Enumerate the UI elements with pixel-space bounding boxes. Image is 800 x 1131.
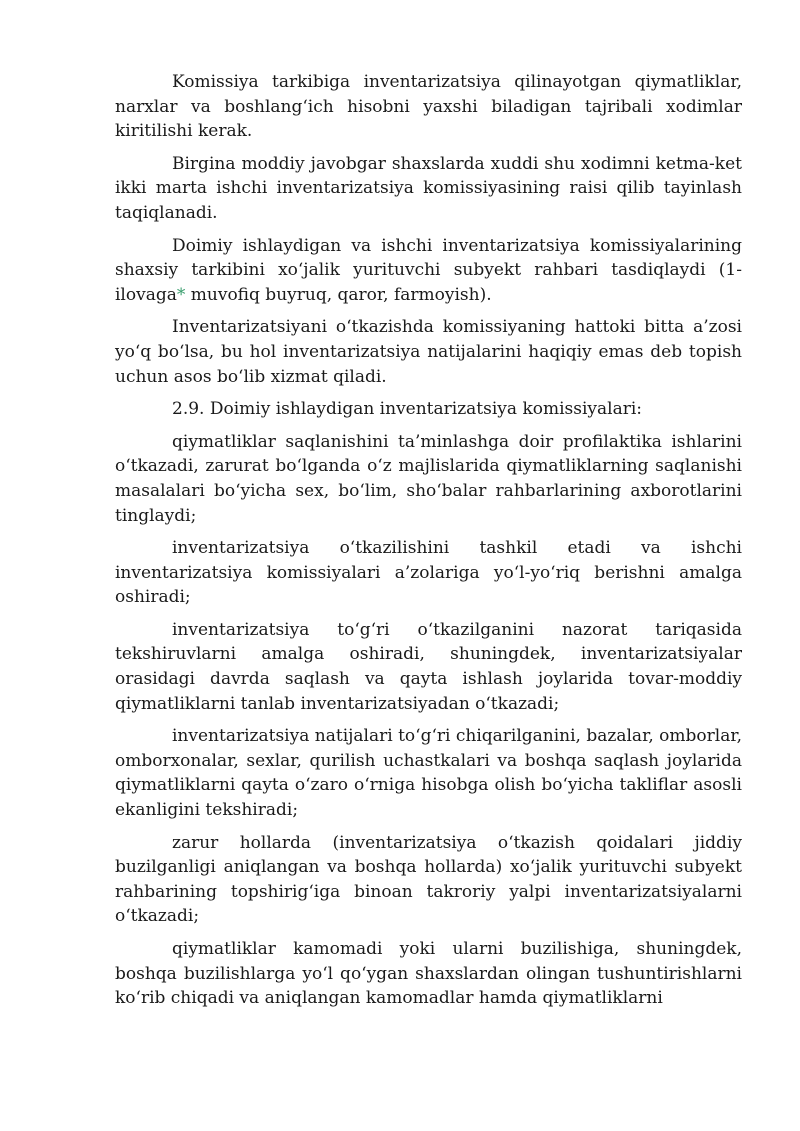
- paragraph-staff-approval: [115, 234, 742, 308]
- paragraph-chairman-restriction: Birgina moddiy javobgar shaxslarda xuddi shu xodimni ketma-ket ikki marta ishchi inventarizatsiya komissiyasining raisi qilib tayinlash taqiqlanadi.: [115, 153, 742, 223]
- list-item-verify-results: inventarizatsiya natijalari to‘g‘ri chiqarilganini, bazalar, omborlar, omborxonalar, sexlar, qurilish uchastkalari va boshqa saqlash joylarida qiymatliklarni qayta o‘zaro o‘rniga hisobga olish bo‘yicha takliflar asosli ekanligini tekshiradi;: [115, 726, 742, 821]
- paragraph-staff-approval-text-after: muvofiq buyruq, qaror, farmoyish).: [185, 284, 492, 305]
- list-item-organize-inventory: inventarizatsiya o‘tkazilishini tashkil etadi va ishchi inventarizatsiya komissiyalari a’zolariga yo‘l-yo‘riq berishni amalga oshiradi;: [115, 538, 742, 608]
- paragraph-commission-composition: Komissiya tarkibiga inventarizatsiya qilinayotgan qiymatliklar, narxlar va boshlang‘ich hisobni yaxshi biladigan tajribali xodimlar kiritilishi kerak.: [115, 72, 742, 142]
- section-heading-2-9: 2.9. Doimiy ishlaydigan inventarizatsiya komissiyalari:: [172, 399, 643, 420]
- list-item-control-checks: inventarizatsiya to‘g‘ri o‘tkazilganini nazorat tariqasida tekshiruvlarni amalga oshiradi, shuningdek, inventarizatsiyalar orasidagi davrda saqlash va qayta ishlash joylarida tovar-moddiy qiymatliklarni tanlab inventarizatsiyadan o‘tkazadi;: [115, 619, 742, 714]
- paragraph-absent-member: Inventarizatsiyani o‘tkazishda komissiyaning hattoki bitta a’zosi yo‘q bo‘lsa, bu hol inventarizatsiya natijalarini haqiqiy emas deb topish uchun asos bo‘lib xizmat qiladi.: [115, 317, 742, 387]
- document-page: [115, 70, 742, 1019]
- list-item-repeat-inventory: zarur hollarda (inventarizatsiya o‘tkazish qoidalari jiddiy buzilganligi aniqlangan va boshqa hollarda) xo‘jalik yurituvchi subyekt rahbarining topshirig‘iga binoan takroriy yalpi inventarizatsiyalarni o‘tkazadi;: [115, 832, 742, 927]
- footnote-asterisk[interactable]: *: [176, 284, 186, 305]
- list-item-preventive-work: qiymatliklar saqlanishini ta’minlashga doir profilaktika ishlarini o‘tkazadi, zarurat bo‘lganda o‘z majlislarida qiymatliklarning saqlanishi masalalari bo‘yicha sex, bo‘lim, sho‘balar rahbarlarining axborotlarini tinglaydi;: [115, 431, 742, 526]
- list-item-review-explanations: qiymatliklar kamomadi yoki ularni buzilishiga, shuningdek, boshqa buzilishlarga yo‘l qo‘ygan shaxslardan olingan tushuntirishlarni ko‘rib chiqadi va aniqlangan kamomadlar hamda qiymatliklarni: [115, 939, 742, 1009]
- paragraph-staff-approval-text-before: Doimiy ishlaydigan va ishchi inventarizatsiya komissiyalarining shaxsiy tarkibini xo‘jalik yurituvchi subyekt rahbari tasdiqlaydi (1-ilovaga: [115, 235, 742, 305]
